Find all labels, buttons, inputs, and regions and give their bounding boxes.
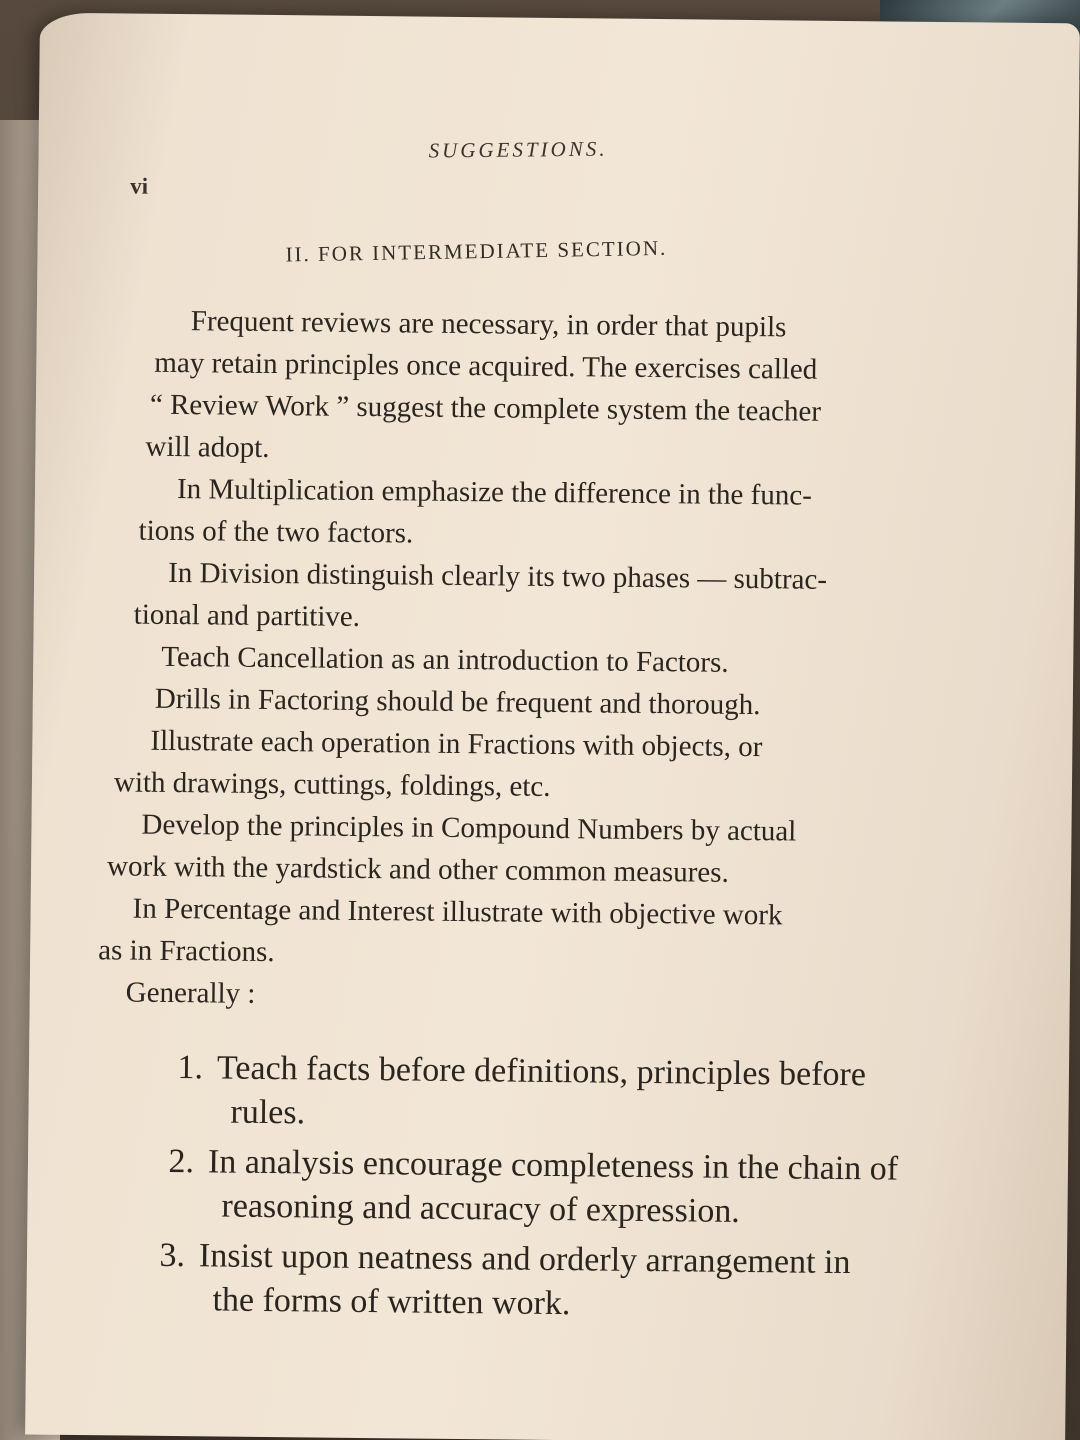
text-line: work with the yardstick and other common measures. bbox=[106, 850, 729, 889]
paragraph bbox=[90, 887, 1011, 981]
text-line: Develop the principles in Compound Numbers by actual bbox=[141, 808, 797, 848]
text-line: Insist upon neatness and orderly arrangement in bbox=[198, 1237, 851, 1282]
text-line: Frequent reviews are necessary, in order that pupils bbox=[190, 305, 787, 344]
text-line: may retain principles once acquired. The exercises called bbox=[154, 346, 818, 386]
text-line: rules. bbox=[230, 1093, 306, 1132]
list-item bbox=[87, 1139, 1008, 1237]
paragraph bbox=[92, 719, 1013, 813]
text-line: tions of the two factors. bbox=[138, 514, 414, 550]
text-line: Teach Cancellation as an introduction to Factors. bbox=[161, 640, 729, 679]
paragraph bbox=[95, 299, 1017, 477]
text-line: Teach facts before definitions, principles before bbox=[216, 1049, 867, 1094]
section-heading: II. FOR INTERMEDIATE SECTION. bbox=[285, 235, 668, 267]
paragraph bbox=[94, 467, 1015, 561]
list-text bbox=[207, 1140, 898, 1235]
body-text bbox=[86, 299, 1017, 1337]
paragraph-list bbox=[90, 299, 1017, 1023]
text-line: will adopt. bbox=[145, 430, 270, 464]
text-line: In Percentage and Interest illustrate with objective work bbox=[132, 892, 783, 932]
book-page bbox=[25, 13, 1080, 1440]
list-text bbox=[198, 1234, 850, 1329]
text-line: as in Fractions. bbox=[98, 934, 275, 969]
text-line: Illustrate each operation in Fractions with objects, or bbox=[150, 724, 763, 764]
text-line: Drills in Factoring should be frequent and thorough. bbox=[154, 682, 761, 722]
list-number: 3. bbox=[159, 1236, 186, 1275]
list-number: 1. bbox=[177, 1049, 204, 1087]
text-line: In Multiplication emphasize the difference in the func- bbox=[176, 473, 813, 512]
list-number: 2. bbox=[168, 1142, 195, 1181]
text-line: In Division distinguish clearly its two phases — subtrac- bbox=[167, 556, 828, 596]
text-line: the forms of written work. bbox=[212, 1281, 571, 1323]
text-line: with drawings, cuttings, foldings, etc. bbox=[113, 766, 551, 803]
list-item bbox=[86, 1233, 1007, 1331]
paragraph bbox=[91, 803, 1012, 897]
numbered-list bbox=[86, 1045, 1009, 1331]
running-head: SUGGESTIONS. bbox=[428, 136, 608, 163]
text-line: reasoning and accuracy of expression. bbox=[221, 1187, 741, 1230]
text-line: Generally : bbox=[125, 976, 256, 1010]
paragraph bbox=[90, 971, 1010, 1023]
page-number: vi bbox=[130, 173, 149, 199]
text-line: “ Review Work ” suggest the complete system the teacher bbox=[149, 388, 822, 428]
paragraph bbox=[94, 551, 1015, 645]
text-line: In analysis encourage completeness in the chain of bbox=[207, 1143, 899, 1188]
page-content bbox=[25, 13, 1080, 1440]
list-item bbox=[88, 1045, 1009, 1143]
text-line: tional and partitive. bbox=[133, 598, 361, 633]
list-text bbox=[216, 1046, 866, 1141]
